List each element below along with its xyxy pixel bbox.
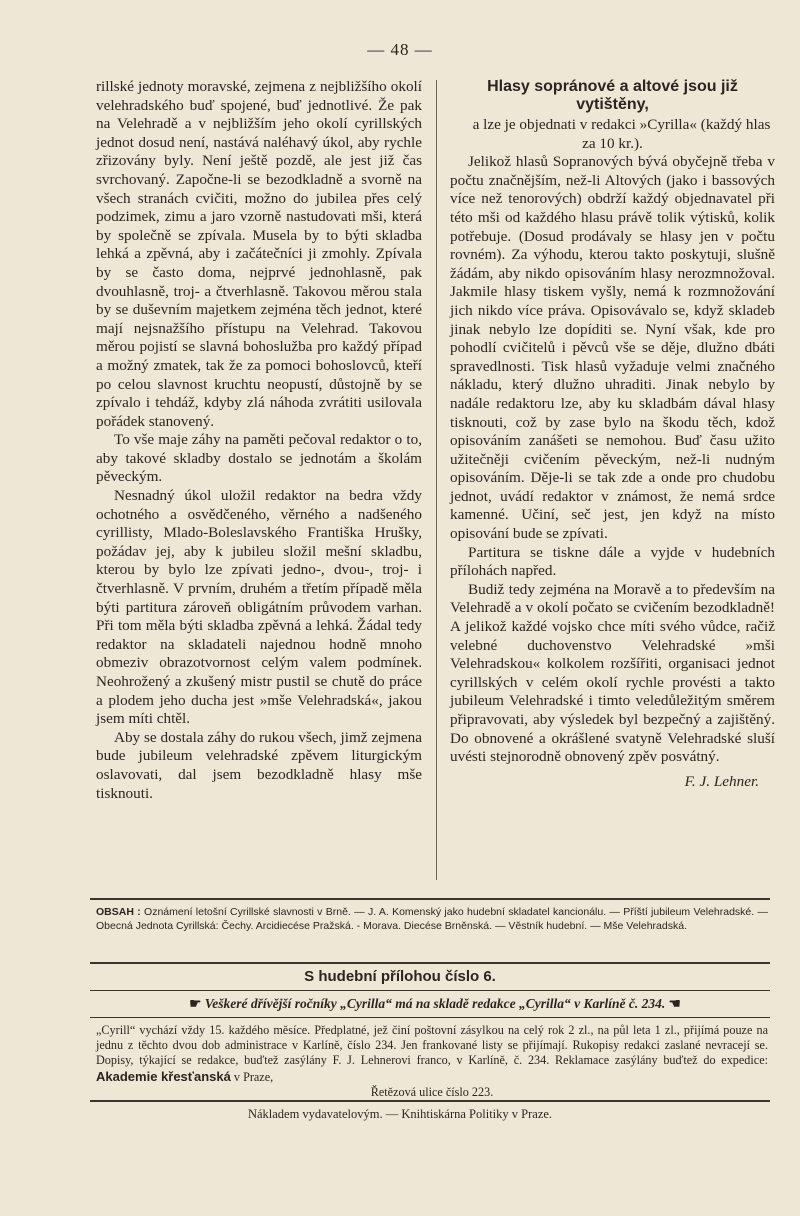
column-divider (436, 80, 437, 880)
paragraph: To vše maje záhy na paměti pečoval redaktor o to, aby takové skladby dostalo se jednotám a školám pěveckým. (96, 431, 422, 486)
notice-subtitle: a lze je objednati v redakci »Cyrilla« (každý hlas za 10 kr.). (472, 116, 771, 152)
expedition-place: v Praze, (233, 1069, 274, 1084)
supplement-notice: S hudební přílohou číslo 6. (304, 968, 496, 985)
contents-text: Oznámení letošní Cyrillské slavnosti v Brně. — J. A. Komenský jako hudební skladatel kancionálu. — Příští jubileum Velehradské. — Obecná Jednota Cyrillská: Čechy. Arcidiecése Pražská. - Morava. Diecése Brněnská. — Věstník hudební. — Mše Velehradská. (96, 906, 768, 932)
divider (90, 962, 770, 964)
archive-text: Veškeré dřívější ročníky „Cyrilla“ má na skladě redakce „Cyrilla“ v Karlíně č. 234. (204, 996, 666, 1011)
right-column (450, 78, 775, 791)
archive-notice (110, 996, 760, 1012)
signature: F. J. Lehner. (684, 772, 759, 790)
expedition-address: Řetězová ulice číslo 223. (370, 1084, 494, 1099)
publishing-text: „Cyrill“ vychází vždy 15. každého měsíce. Předplatné, jež činí poštovní zásylkou na celý rok 2 zl., na půl leta 1 zl., přijímá pouze na jednu z těchto dvou dob administrace v Karlíně, číslo 234. Jen frankované listy se přijímají. Rukopisy redakci zaslané nevracejí se. Dopisy, týkající se redakce, buďtež zasýlány F. J. Lehnerovi franco, v Karlíně, č. 234. Reklamace zasýlány buďtež do expedice: (96, 1023, 768, 1068)
publishing-info (96, 1023, 768, 1100)
expedition-name: Akademie křesťanská (96, 1068, 231, 1084)
divider (90, 990, 770, 991)
printer-line: Nákladem vydavatelovým. — Knihtiskárna Politiky v Praze. (247, 1107, 553, 1121)
pointing-hand-left-icon: ☚ (668, 996, 681, 1011)
divider (90, 1017, 770, 1018)
divider (90, 1100, 770, 1102)
paragraph: Budiž tedy zejména na Moravě a to především na Velehradě a v okolí počato se cvičením bezodkladně! A jelikož každé vojsko chce míti svého vůdce, račiž velebné duchovenstvo Velehradské »mši Velehradskou« kolkolem rozšířiti, organisaci jednot cyrillských v celém okolí rychle provésti a takto jubileum Velehradské i timto veledůležitým směrem připravovati, aby výsledek byl bezpečný a zajištěný. Do obnovené a okrášlené svatyně Velehradské sluší uvésti stejnorodně obnovený zpěv posvátný. (450, 580, 775, 766)
notice-title: Hlasy sopránové a altové jsou již vytištěny, (487, 78, 738, 113)
divider (90, 898, 770, 900)
contents-label: OBSAH : (96, 906, 141, 918)
contents-section (96, 906, 768, 933)
paragraph: Jelikož hlasů Sopranových bývá obyčejně třeba v počtu značnějším, než-li Altových (jako i bassových více než tenorových) obdrží každý objednavatel při této mši od každého hlasu právě tolik výtisků, kolik potřebuje. (Dosud prodávaly se hlasy jen v počtu rovném). Za výhodu, kterou takto poskytuji, slušně žádám, aby nikdo opisováním hlasy nerozmnožoval. Jakmile hlasy tiskem vyšly, nemá k rozmnožování jich nikdo více práva. Opisovávalo se, když skladeb jinak nebylo lze dopíditi se. Nyní však, kde pro pohodlí cvičitelů i pěvců vše se děje, dlužno dbáti spravedlnosti. Tisk hlasů vyžaduje velmi značného nákladu, který dlužno uhraditi. Jinak nebylo by nadále redaktoru lze, aby ku skladbám dával hlasy tisknouti, což by zase bylo na škodu těch, kdož opisováním zanášeti se nemohou. Buď času užito užitečněji cvičením pěveckým, než-li nudným opisováním. Děje-li se tak zde a onde pro chudobu jednot, uvádí redaktor v známost, že nemá srdce kamenné. Učiní, seč jest, jen když na místo opisování bude se zpívati. (450, 153, 775, 543)
paragraph: Partitura se tiskne dále a vyjde v hudebních přílohách napřed. (450, 543, 775, 580)
paragraph: rillské jednoty moravské, zejmena z nejbližšího okolí velehradského buď spojené, buď jednotlivé. Že pak na Velehradě a v nejbližším jeho okolí cyrillských jednot dosud není, nastává naléhavý úkol, aby rychle zřizovány byly. Není ještě pozdě, ale jest již čas svrchovaný. Započne-li se bezodkladně a svorně na všech stranách cvičiti, možno do jubilea přes celý podzimek, zimu a jaro vzorně nastudovati mši, která by společně se zpívala. Musela by to býti skladba lehká a zpěvná, aby i začátečníci ji zmohly. Zpívala by se často doma, nejprvé jednohlasně, pak dvouhlasně, troj- a čtverhlasně. Takovou měrou stala by se duševním majetkem zejména těch jednot, které mají nejsnažšího přístupu na Velehrad. Takovou měrou pojistí se slavná bohoslužba pro každý případ a možný zmatek, tak že za pomoci bohoslovců, kteří po celou slavnost kruchtu neopustí, důstojně by se zpívalo i tehdáž, kdyby zlá náhoda zvrátiti usilovala pořádek stanovený. (96, 78, 422, 430)
paragraph: Aby se dostala záhy do rukou všech, jimž zejmena bude jubileum velehradské zpěvem liturgickým oslavovati, dal jsem bezodkladně hlasy mše tisknouti. (96, 728, 422, 802)
left-column (96, 78, 422, 803)
paragraph: Nesnadný úkol uložil redaktor na bedra vždy ochotného a osvědčeného, věrného a nadšeného cyrillisty, Mlado-Boleslavského Františka Hrušky, požádav jej, aby k jubileu složil mešní skladbu, kterou by bylo lze zpívati jedno-, dvou-, troj- i čtverhlasně. V prvním, druhém a třetím případě měla býti partitura zároveň obligátním průvodem varhan. Při tom měla býti skladba zpěvná a lehká. Žádal tedy redaktor na skladateli najednou hodně mnoho obmeziv obrazotvornost celým valem podmínek. Neohrožený a zkušený mistr pustil se chutě do práce a plodem jeho ducha jest »mše Velehradská«, jakou jsem míti chtěl. (96, 487, 422, 728)
pointing-hand-right-icon: ☛ (189, 996, 202, 1011)
page-number: — 48 — (367, 40, 433, 59)
